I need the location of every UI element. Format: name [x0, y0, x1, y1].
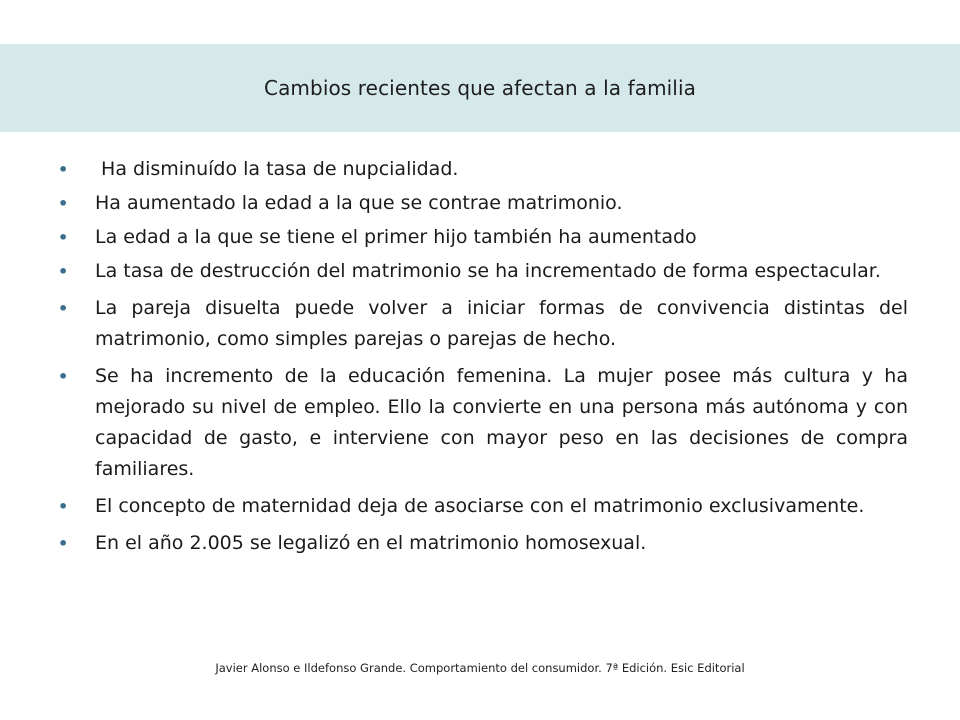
bullet-item	[58, 361, 908, 485]
bullet-icon: •	[58, 299, 69, 318]
bullet-text: Ha disminuído la tasa de nupcialidad.	[95, 158, 459, 180]
bullet-item	[58, 154, 908, 185]
bullet-icon: •	[58, 262, 69, 281]
bullet-item	[58, 188, 908, 219]
bullet-item	[58, 222, 908, 253]
bullet-text: La pareja disuelta puede volver a iniciar formas de convivencia distintas del matrimonio, como simples parejas o parejas de hecho.	[95, 297, 908, 350]
bullet-icon: •	[58, 160, 69, 179]
bullet-text: El concepto de maternidad deja de asociarse con el matrimonio exclusivamente.	[95, 495, 865, 517]
bullet-icon: •	[58, 534, 69, 553]
bullet-item	[58, 293, 908, 355]
bullet-icon: •	[58, 228, 69, 247]
bullet-icon: •	[58, 497, 69, 516]
bullet-text: Ha aumentado la edad a la que se contrae matrimonio.	[95, 192, 623, 214]
slide-title: Cambios recientes que afectan a la familia	[264, 76, 696, 100]
citation-footer: Javier Alonso e Ildefonso Grande. Comportamiento del consumidor. 7ª Edición. Esic Editorial	[215, 661, 745, 675]
bullet-text: En el año 2.005 se legalizó en el matrimonio homosexual.	[95, 532, 647, 554]
bullet-icon: •	[58, 194, 69, 213]
bullet-text: La tasa de destrucción del matrimonio se ha incrementado de forma espectacular.	[95, 260, 881, 282]
bullet-item	[58, 256, 908, 287]
title-bar	[0, 44, 960, 132]
bullet-item	[58, 528, 908, 559]
bullet-icon: •	[58, 367, 69, 386]
bullet-list	[58, 154, 908, 565]
bullet-text: Se ha incremento de la educación femenina. La mujer posee más cultura y ha mejorado su nivel de empleo. Ello la convierte en una persona más autónoma y con capacidad de gasto, e interviene con mayor peso en las decisiones de compra familiares.	[95, 365, 908, 480]
bullet-text: La edad a la que se tiene el primer hijo también ha aumentado	[95, 226, 697, 248]
bullet-item	[58, 491, 908, 522]
